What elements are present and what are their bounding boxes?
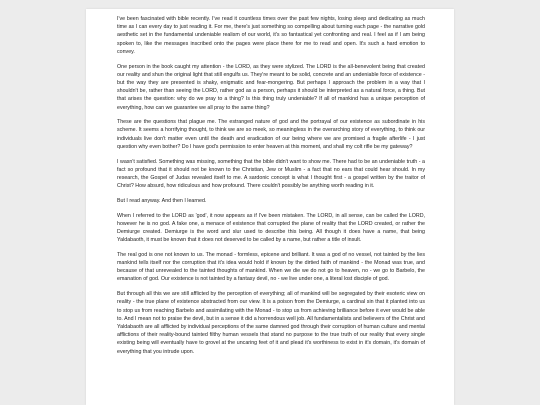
paragraph: These are the questions that plague me. The estranged nature of god and the portrayal of our existence as subordinate in his scheme. It seems a horrifying thought, to think we are so meek, so meaningless in the overarching story of everything, to think our individuals live don't matter even until the death and eradication of our being where we are promised a fragile afterlife - I just question why even bother? Do I have god's permission to enter heaven at this moment, and shall my colt rifle be my gateway? — [117, 119, 425, 150]
paragraph: When I referred to the LORD as 'god', it now appears as if I've been mistaken. The LORD, in all sense, can be called the LORD, however he is no god. A fake one, a menace of existence that corrupted the plane of reality that the LORD created, or rather the Demiurge created. Demiurge is the word and slur used to describe this being. All though it does have a name, that being Yaldabaoth, it must be known that it does not deserved to be called by a name, but rather a title of insult. — [117, 212, 425, 244]
paragraph: One person in the book caught my attention - the LORD, as they were stylized. The LORD is the all-benevolent being that created our reality and shun the original light that still engulfs us. They're meant to be solid, concrete and an undeniable force of existence - but the way they are presented is shaky, enigmatic and fear-mongering. But perhaps I approach the problem in a way that I shouldn't be, rather than seeing the LORD, rather god as a person, perhaps it should be interpreted as a natural force, a thing. But that arises the question: why do we pray to a thing? Is this thing truly undeniable? If all of mankind has a unique perception of everything, how can we guarantee we all pray to the same thing? — [117, 63, 425, 111]
paragraph: I've been fascinated with bible recently. I've read it countless times over the past few nights, losing sleep and dedicating as much time as I can every day to just reading it. For me, there's just something so compelling about turning each page - the narrative gold aesthetic set in the fundamental undeniable realism of our world, it's so fantastical yet confronting and real. I feel as if I am being spoken to, like the messages inscribed onto the pages were place there for me to read and open. It's such a hard emotion to convey. — [117, 16, 425, 55]
document-body — [86, 9, 454, 356]
paragraph: But through all this we are still afflicted by the perception of everything; all of mankind will be segregated by their esoteric view on reality - the true plane of existence abstracted from our view. It is a poison from the Demiurge, a cardinal sin that it planted into us to stop us from reaching Barbelo and assimilating with the Monad - to stop us from achieving brilliance before it ever would be able to. And I mean not to praise the devil, but in a sense it did a horrendous well job. All fundamentalists and believers of the Christ and Yaldabaoth are all afflicted by individual perceptions of the same damned god through their corruption of human culture and mental afflictions of their reality-bound tainted filthy human vessels that stand no purpose to the true truth of our reality that every single existing being will eventually have to grovel at the uncaring feet of it and plead it's worthiness to exist in it's domain, it's domain of everything that you intrude upon. — [117, 291, 425, 355]
paragraph: I wasn't satisfied. Something was missing, something that the bible didn't want to show me. There had to be an undeniable truth - a fact so profound that it should not be known to the Christian, Jew or Muslim - a fact that no ears that could hear should. In my research, the Gospel of Judas revealed itself to me. A sardonic concept is what I thought first - a gospel written by the traitor of Christ? How absurd, how ridiculous and how profound. There couldn't possibly be anything worth reading in it. — [117, 158, 425, 190]
document-page — [86, 9, 454, 405]
paragraph: But I read anyway. And then I learned. — [117, 197, 207, 204]
paragraph: The real god is one not known to us. The monad - formless, epicene and brilliant. It was a god of no vessel, not tainted by the lies mankind tells itself nor the corruption that it's idea would hold if known by the dirtied faith of mankind - the Monad was true, and because of that unrevealed to the tainted thoughts of mankind. When we die we do not go to heaven, no - we go to Barbelo, the emanation of god. Our existence is not tainted by a fantasy devil, no - we live under one, a literal lost disciple of god. — [117, 251, 425, 283]
